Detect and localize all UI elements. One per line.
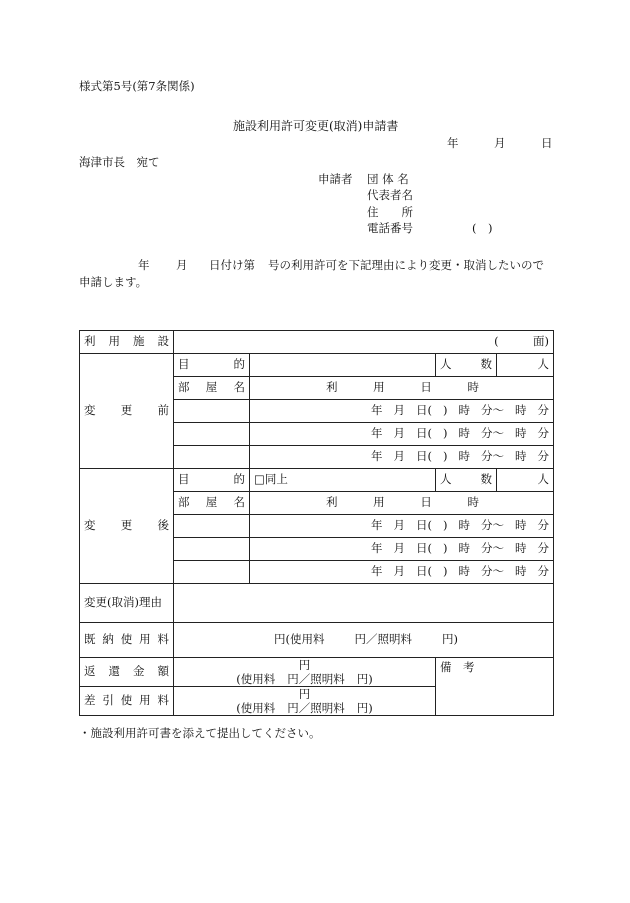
schedule-row[interactable]: 年 月 日( ) 時 分〜 時 分 <box>250 423 554 446</box>
paid-value[interactable]: 円(使用料 円／照明料 円) <box>174 623 554 658</box>
form-number: 様式第5号(第7条関係) <box>79 79 195 93</box>
before-section-label: 変 更 前 <box>80 354 174 469</box>
address-label: 住 所 <box>367 205 413 219</box>
people-value[interactable] <box>497 469 554 492</box>
datetime-header: 利 用 日 時 <box>250 492 554 515</box>
applicant-label: 申請者 <box>318 172 353 186</box>
representative-label: 代表者名 <box>367 188 413 202</box>
intro-month: 月 <box>176 258 188 272</box>
refund-value[interactable]: 円 (使用料 円／照明料 円) <box>174 658 436 687</box>
reason-label: 変更(取消)理由 <box>80 584 174 623</box>
purpose-label: 目 的 <box>174 469 250 492</box>
remarks-label: 備 考 <box>440 660 475 674</box>
room-value[interactable] <box>174 446 250 469</box>
purpose-value[interactable] <box>250 469 436 492</box>
room-label: 部 屋 名 <box>174 377 250 400</box>
form-title: 施設利用許可変更(取消)申請書 <box>233 119 399 133</box>
room-value[interactable] <box>174 561 250 584</box>
room-value[interactable] <box>174 538 250 561</box>
room-value[interactable] <box>174 400 250 423</box>
people-label: 人 数 <box>436 469 497 492</box>
paid-label: 既 納 使 用 料 <box>80 623 174 658</box>
same-as-above-checkbox[interactable]: □同上 <box>254 472 288 487</box>
people-label: 人 数 <box>436 354 497 377</box>
deduct-value[interactable]: 円 (使用料 円／照明料 円) <box>174 687 436 716</box>
people-value[interactable] <box>497 354 554 377</box>
addressee: 海津市長 宛て <box>79 155 160 169</box>
intro-day-number: 日付け第 <box>209 258 255 272</box>
room-label: 部 屋 名 <box>174 492 250 515</box>
schedule-row[interactable]: 年 月 日( ) 時 分〜 時 分 <box>250 400 554 423</box>
remarks-cell[interactable] <box>436 658 554 716</box>
org-name-label: 団 体 名 <box>367 172 409 186</box>
date-year: 年 <box>447 136 459 150</box>
room-value[interactable] <box>174 515 250 538</box>
schedule-row[interactable]: 年 月 日( ) 時 分〜 時 分 <box>250 446 554 469</box>
facility-label-text: 利 用 施 設 <box>84 334 169 349</box>
schedule-row[interactable]: 年 月 日( ) 時 分〜 時 分 <box>250 515 554 538</box>
after-section-label: 変 更 後 <box>80 469 174 584</box>
phone-label: 電話番号 <box>367 221 413 235</box>
people-unit: 人 <box>537 472 550 487</box>
phone-paren: ( ) <box>472 221 493 235</box>
footer-note: ・施設利用許可書を添えて提出してください。 <box>79 726 321 740</box>
datetime-header: 利 用 日 時 <box>250 377 554 400</box>
change-request-table <box>79 330 554 716</box>
facility-unit: ( 面) <box>494 334 550 349</box>
schedule-row[interactable]: 年 月 日( ) 時 分〜 時 分 <box>250 538 554 561</box>
refund-label: 返 還 金 額 <box>80 658 174 687</box>
people-unit: 人 <box>537 357 550 372</box>
purpose-value[interactable] <box>250 354 436 377</box>
purpose-label: 目 的 <box>174 354 250 377</box>
room-value[interactable] <box>174 423 250 446</box>
intro-year: 年 <box>138 258 150 272</box>
date-day: 日 <box>541 136 553 150</box>
reason-value[interactable] <box>174 584 554 623</box>
deduct-label: 差 引 使 用 料 <box>80 687 174 716</box>
intro-line2: 申請します。 <box>79 275 148 289</box>
date-month: 月 <box>494 136 506 150</box>
schedule-row[interactable]: 年 月 日( ) 時 分〜 時 分 <box>250 561 554 584</box>
facility-value[interactable] <box>174 331 554 354</box>
intro-permit-text: 号の利用許可を下記理由により変更・取消したいので <box>268 258 544 272</box>
facility-label <box>80 331 174 354</box>
